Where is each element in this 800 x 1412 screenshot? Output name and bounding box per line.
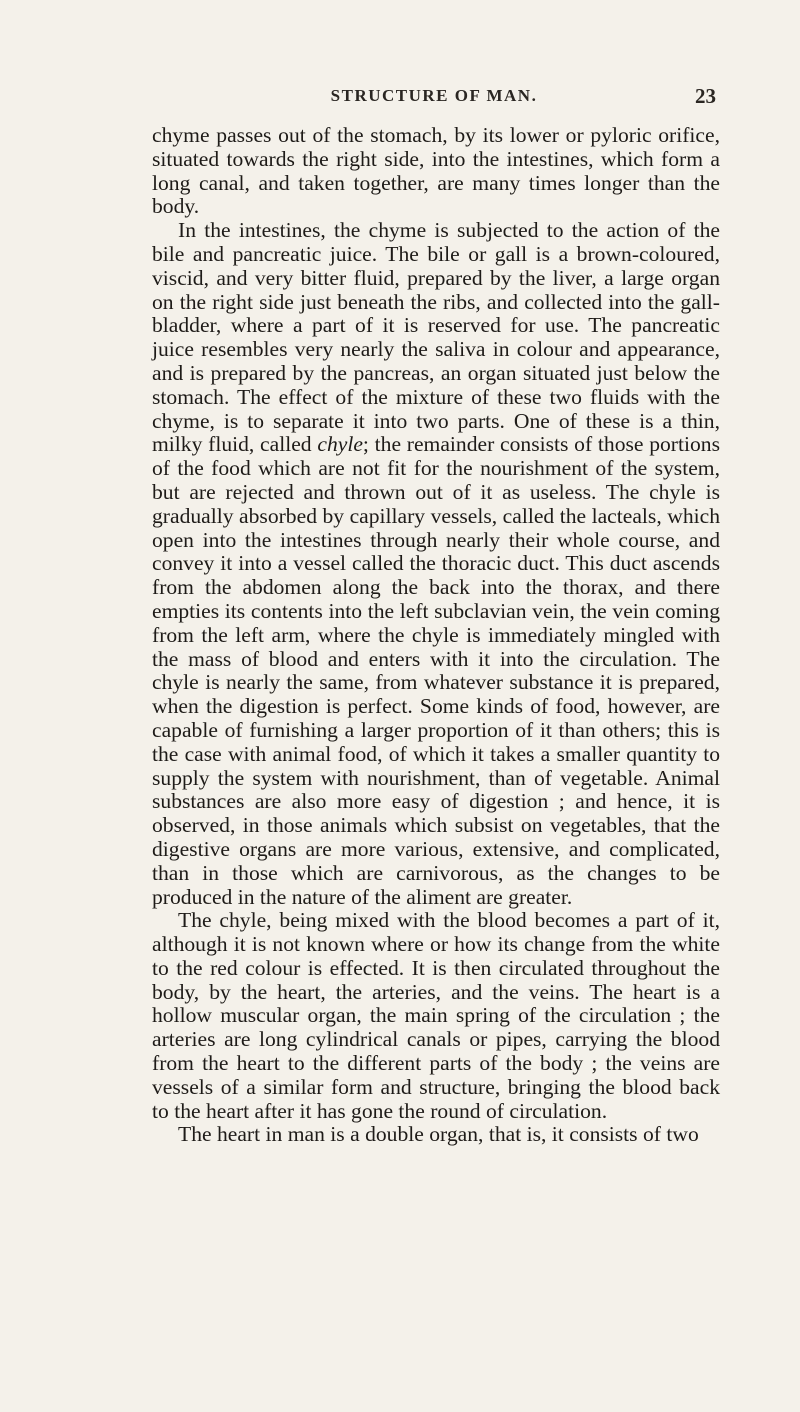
paragraph-text: chyme passes out of the stomach, by its lower or pyloric orifice, situated towards the right side, into the intestines, which form a long canal, and taken together, are many times longer than the body. <box>152 123 720 219</box>
emphasis-term: chyle <box>317 432 363 457</box>
body-text <box>152 124 720 1147</box>
paragraph-text: The chyle, being mixed with the blood becomes a part of it, although it is not known where or how its change from the white to the red colour is effected. It is then circulated throughout the body, by the heart, the arteries, and the veins. The heart is a hollow muscular organ, the main spring of the circulation ; the arteries are long cylindrical canals or pipes, carrying the blood from the heart to the different parts of the body ; the veins are vessels of a similar form and structure, bringing the blood back to the heart after it has gone the round of circulation. <box>152 908 720 1123</box>
running-title: STRUCTURE OF MAN. <box>330 86 538 105</box>
paragraph-digestion <box>152 219 720 909</box>
paragraph-text: In the intestines, the chyme is subjected to the action of the bile and pancreatic juice. The bile or gall is a brown-coloured, viscid, and very bitter fluid, prepared by the liver, a large organ on the right side just beneath the ribs, and collected into the gall-bladder, where a part of it is reserved for use. The pancreatic juice resembles very nearly the saliva in colour and appearance, and is prepared by the pancreas, an organ situated just below the stomach. The effect of the mixture of these two fluids with the chyme, is to separate it into two parts. One of these is a thin, milky fluid, called <box>152 218 720 457</box>
page-number: 23 <box>695 84 716 108</box>
paragraph-continuation <box>152 124 720 219</box>
paragraph-text-continued: ; the remainder consists of those portions of the food which are not fit for the nourishment of the system, but are rejected and thrown out of it as useless. The chyle is gradually absorbed by capillary vessels, called the lacteals, which open into the intestines through nearly their whole course, and convey it into a vessel called the thoracic duct. This duct ascends from the abdomen along the back into the thorax, and there empties its contents into the left subclavian vein, the vein coming from the left arm, where the chyle is immediately mingled with the mass of blood and enters with it into the circulation. The chyle is nearly the same, from whatever substance it is prepared, when the digestion is perfect. Some kinds of food, however, are capable of furnishing a larger proportion of it than others; this is the case with animal food, of which it takes a smaller quantity to supply the system with nourishment, than of vegetable. Animal substances are also more easy of digestion ; and hence, it is observed, in those animals which subsist on vegetables, that the digestive organs are more various, extensive, and complicated, than in those which are carnivorous, as the changes to be produced in the nature of the aliment are greater. <box>152 432 720 909</box>
paragraph-heart <box>152 1123 720 1147</box>
running-head <box>152 86 716 114</box>
paragraph-text: The heart in man is a double organ, that is, it consists of two <box>178 1122 699 1147</box>
paragraph-circulation <box>152 909 720 1123</box>
